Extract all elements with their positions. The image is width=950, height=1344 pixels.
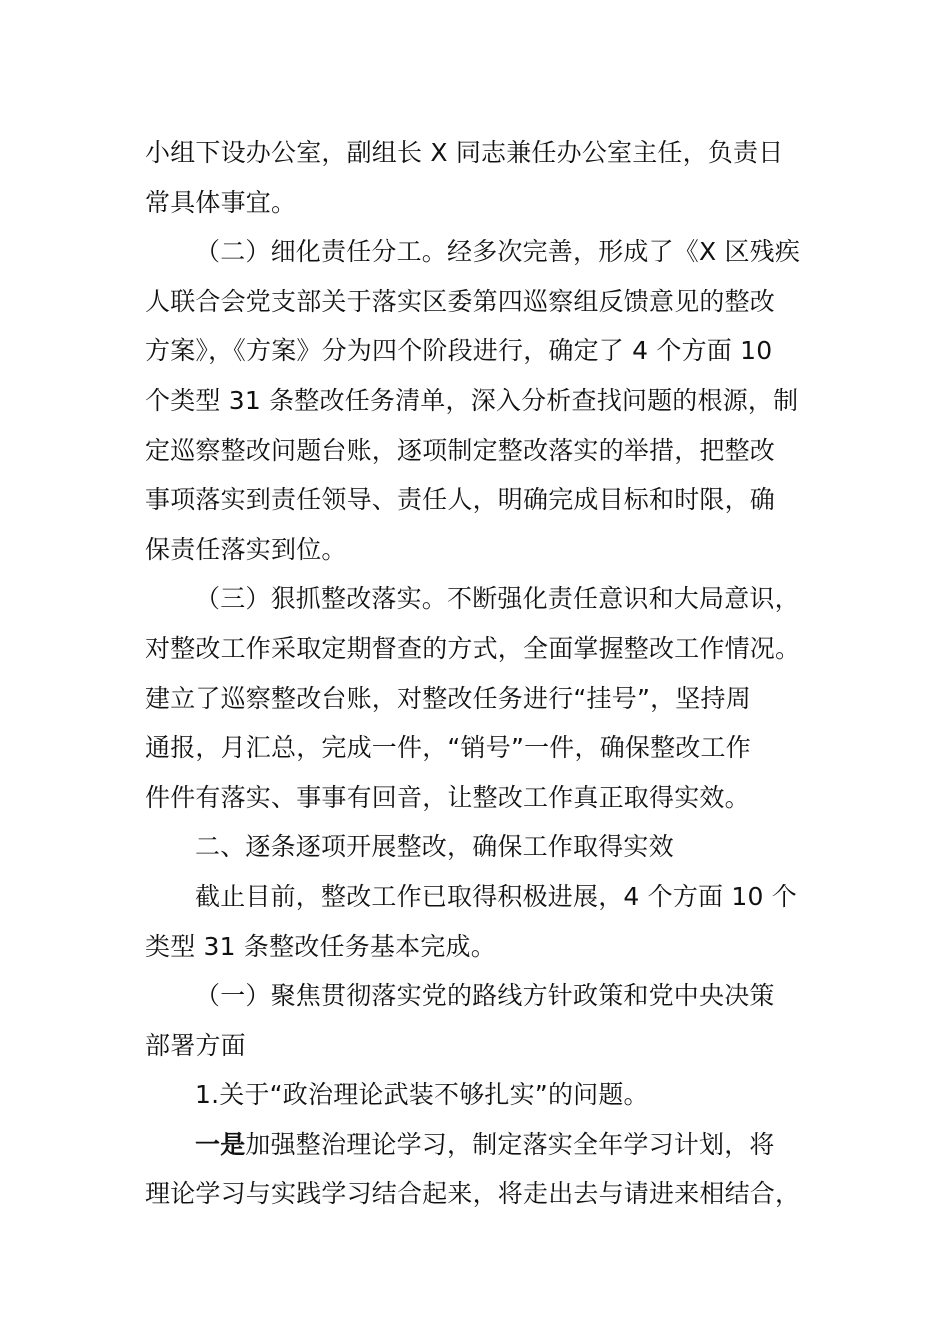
text-line: （二）细化责任分工。经多次完善，形成了《X 区残疾 <box>195 237 801 267</box>
document-body <box>145 128 810 1219</box>
text-line: 事项落实到责任领导、责任人，明确完成目标和时限，确 <box>145 485 776 515</box>
text-line: 理论学习与实践学习结合起来，将走出去与请进来相结合， <box>145 1179 801 1209</box>
text-line: 通报，月汇总，完成一件，“销号”一件，确保整改工作 <box>145 733 751 763</box>
text-line: 定巡察整改问题台账，逐项制定整改落实的举措，把整改 <box>145 435 776 465</box>
text-line: 小组下设办公室，副组长 X 同志兼任办公室主任，负责日 <box>145 138 784 167</box>
text-line: 对整改工作采取定期督查的方式，全面掌握整改工作情况。 <box>145 633 801 663</box>
bold-lead: 一是 <box>195 1129 246 1159</box>
text-line: 个类型 31 条整改任务清单，深入分析查找问题的根源，制 <box>145 385 799 415</box>
text-line: 人联合会党支部关于落实区委第四巡察组反馈意见的整改 <box>145 286 776 316</box>
text-line: 部署方面 <box>145 1030 246 1060</box>
item-heading: 1.关于“政治理论武装不够扎实”的问题。 <box>195 1080 649 1110</box>
section-heading: 二、逐条逐项开展整改，确保工作取得实效 <box>195 832 674 862</box>
bold-line-rest: 加强整治理论学习，制定落实全年学习计划，将 <box>245 1129 775 1159</box>
text-line: 截止目前，整改工作已取得积极进展，4 个方面 10 个 <box>195 881 797 911</box>
text-line: 件件有落实、事事有回音，让整改工作真正取得实效。 <box>145 782 750 812</box>
subsection-heading: （一）聚焦贯彻落实党的路线方针政策和党中央决策 <box>195 981 775 1011</box>
text-line: 保责任落实到位。 <box>145 534 347 564</box>
text-line <box>145 1120 810 1170</box>
text-line: （三）狠抓整改落实。不断强化责任意识和大局意识， <box>195 584 800 614</box>
text-line: 建立了巡察整改台账，对整改任务进行“挂号”，坚持周 <box>145 683 751 713</box>
text-line: 类型 31 条整改任务基本完成。 <box>145 931 496 961</box>
text-line: 方案》，《方案》分为四个阶段进行，确定了 4 个方面 10 <box>145 336 773 366</box>
text-line: 常具体事宜。 <box>145 187 297 217</box>
